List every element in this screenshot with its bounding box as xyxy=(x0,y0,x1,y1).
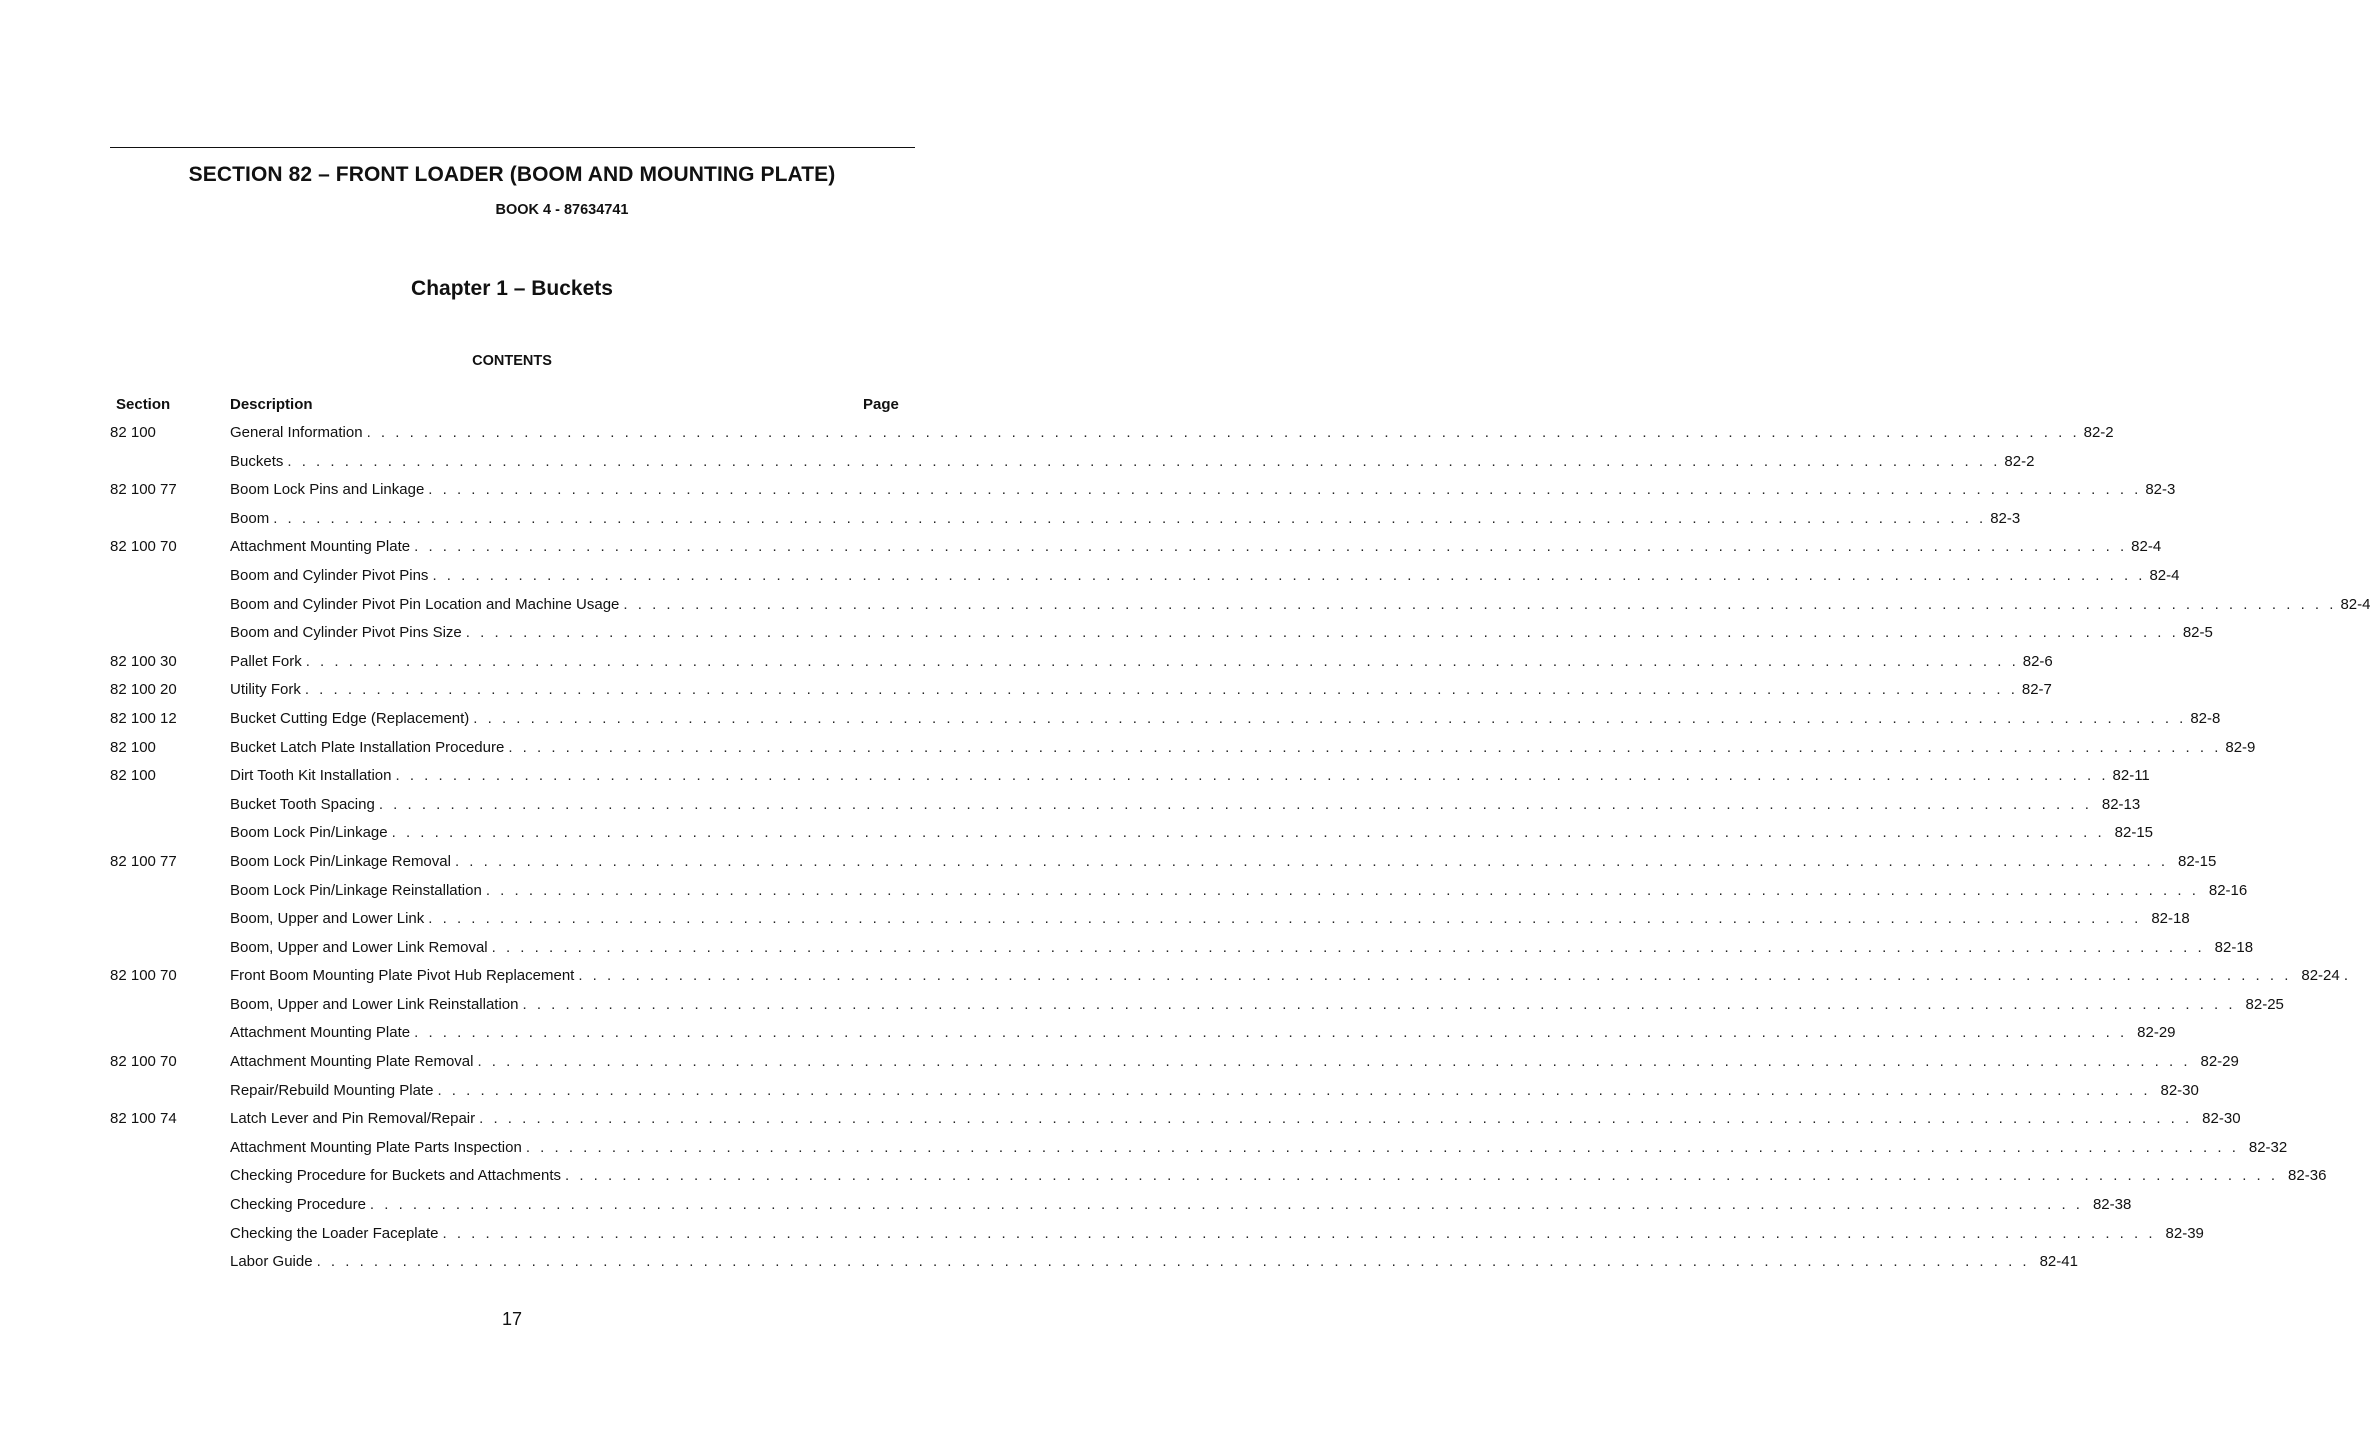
chapter-title: Chapter 1 – Buckets xyxy=(411,277,613,300)
toc-entry xyxy=(230,591,2370,620)
toc-description[interactable]: General Information xyxy=(230,424,363,441)
toc-entry xyxy=(230,991,2284,1020)
toc-entry xyxy=(230,848,2217,877)
toc-row[interactable] xyxy=(0,905,2190,934)
toc-section-code: 82 100 70 xyxy=(110,1053,177,1071)
toc-entry xyxy=(230,419,2114,448)
toc-page-number[interactable]: 82-7 xyxy=(2021,681,2052,699)
toc-description[interactable]: Boom and Cylinder Pivot Pin Location and Machine Usage xyxy=(230,595,620,613)
toc-row[interactable] xyxy=(0,562,2180,591)
toc-leader-dots: . . . . . . . . . . . . . . . . . . . . . . . . . . . . . . . . . . . . . . . . . . . . . . . . . . . . . . . . . . . . . . . . . . . . . . . . . . . . . . . . . . . . . . . . . . . . . . . . . . . . . . . . . . . . . . . . . . . . . . . . xyxy=(316,1253,2030,1271)
toc-row[interactable] xyxy=(0,819,2154,848)
toc-description[interactable]: Boom xyxy=(230,509,270,527)
toc-row[interactable] xyxy=(0,533,2162,562)
toc-entry xyxy=(230,1191,2132,1220)
toc-description[interactable]: Front Boom Mounting Plate Pivot Hub Replacement xyxy=(230,967,575,985)
toc-entry xyxy=(230,505,2021,534)
toc-leader-dots: . . . . . . . . . . . . . . . . . . . . . . . . . . . . . . . . . . . . . . . . . . . . . . . . . . . . . . . . . . . . . . . . . . . . . . . . . . . . . . . . . . . . . . . . . . . . . . . . . . . . . . . . . . . . . . . . . . . . . . . . xyxy=(287,452,2001,470)
toc-leader-dots: . . . . . . . . . . . . . . . . . . . . . . . . . . . . . . . . . . . . . . . . . . . . . . . . . . . . . . . . . . . . . . . . . . . . . . . . . . . . . . . . . . . . . . . . . . . . . . . . . . . . . . . . . . . . . . . . . . . . . . . . xyxy=(465,624,2179,642)
toc-entry xyxy=(230,762,2150,791)
toc-row[interactable] xyxy=(0,619,2213,648)
toc-entry xyxy=(230,1048,2239,1077)
toc-section-code: 82 100 xyxy=(110,424,156,441)
toc-leader-dots: . . . . . . . . . . . . . . . . . . . . . . . . . . . . . . . . . . . . . . . . . . . . . . . . . . . . . . . . . . . . . . . . . . . . . . . . . . . . . . . . . . . . . . . . . . . . . . . . . . . . . . . . . . . . . . . . . . . . . . . . xyxy=(442,1224,2156,1242)
toc-page-number[interactable]: 82-30 xyxy=(2160,1081,2199,1099)
toc-leader-dots: . . . . . . . . . . . . . . . . . . . . . . . . . . . . . . . . . . . . . . . . . . . . . . . . . . . . . . . . . . . . . . . . . . . . . . . . . . . . . . . . . . . . . . . . . . . . . . . . . . . . . . . . . . . . . . . . . . . . . . . . xyxy=(304,681,2018,699)
column-header-description: Description xyxy=(230,396,313,413)
page-number: 17 xyxy=(501,1309,523,1329)
toc-page-number[interactable]: 82-3 xyxy=(2145,481,2176,499)
toc-row[interactable] xyxy=(0,419,2114,448)
toc-row[interactable] xyxy=(0,676,2052,705)
toc-leader-dots: . . . . . . . . . . . . . . . . . . . . . . . . . . . . . . . . . . . . . . . . . . . . . . . . . . . . . . . . . . . . . . . . . . . . . . . . . . . . . . . . . . . . . . . . . . . . . . . . . . . . . . . . . . . . . . . . . . . . . . . . xyxy=(395,767,2109,785)
toc-section-code: 82 100 xyxy=(110,767,156,785)
toc-entry xyxy=(230,1248,2078,1277)
toc-description[interactable]: Attachment Mounting Plate Parts Inspection xyxy=(230,1138,522,1156)
toc-page-number[interactable]: 82-9 xyxy=(2225,738,2256,756)
toc-row[interactable] xyxy=(0,505,2021,534)
toc-description[interactable]: Buckets xyxy=(230,452,284,470)
toc-leader-dots: . . . . . . . . . . . . . . . . . . . . . . . . . . . . . . . . . . . . . . . . . . . . . . . . . . . . . . . . . . . . . . . . . . . . . . . . . . . . . . . . . . . . . . . . . . . . . . . . . . . . . . . . . . . . . . . . . . . . . . . . xyxy=(578,967,2292,985)
toc-row[interactable] xyxy=(0,762,2150,791)
toc-leader-dots: . . . . . . . . . . . . . . . . . . . . . . . . . . . . . . . . . . . . . . . . . . . . . . . . . . . . . . . . . . . . . . . . . . . . . . . . . . . . . . . . . . . . . . . . . . . . . . . . . . . . . . . . . . . . . . . . . . . . . . . . xyxy=(508,738,2222,756)
toc-description[interactable]: Utility Fork xyxy=(230,681,301,699)
toc-description[interactable]: Boom Lock Pin/Linkage xyxy=(230,824,388,842)
toc-section-code: 82 100 70 xyxy=(110,538,177,556)
toc-entry xyxy=(230,1220,2204,1249)
toc-row[interactable] xyxy=(0,648,2053,677)
toc-leader-dots: . . . . . . . . . . . . . . . . . . . . . . . . . . . . . . . . . . . . . . . . . . . . . . . . . . . . . . . . . . . . . . . . . . . . . . . . . . . . . . . . . . . . . . . . . . . . . . . . . . . . . . . . . . . . . . . . . . . . . . . . xyxy=(479,1110,2193,1128)
toc-leader-dots: . . . . . . . . . . . . . . . . . . . . . . . . . . . . . . . . . . . . . . . . . . . . . . . . . . . . . . . . . . . . . . . . . . . . . . . . . . . . . . . . . . . . . . . . . . . . . . . . . . . . . . . . . . . . . . . . . . . . . . . . xyxy=(565,1167,2279,1185)
toc-leader-dots: . . . . . . . . . . . . . . . . . . . . . . . . . . . . . . . . . . . . . . . . . . . . . . . . . . . . . . . . . . . . . . . . . . . . . . . . . . . . . . . . . . . . . . . . . . . . . . . . . . . . . . . . . . . . . . . . . . . . . . . . xyxy=(428,910,2142,928)
toc-entry xyxy=(230,1134,2288,1163)
toc-section-code: 82 100 77 xyxy=(110,852,177,870)
toc-page-number[interactable]: 82-6 xyxy=(2022,652,2053,670)
toc-entry xyxy=(230,1077,2199,1106)
toc-row[interactable] xyxy=(0,1220,2204,1249)
toc-leader-dots: . . . . . . . . . . . . . . . . . . . . . . . . . . . . . . . . . . . . . . . . . . . . . . . . . . . . . . . . . . . . . . . . . . . . . . . . . . . . . . . . . . . . . . . . . . . . . . . . . . . . . . . . . . . . . . . . . . . . . . . . xyxy=(273,509,1987,527)
toc-leader-dots: . . . . . . . . . . . . . . . . . . . . . . . . . . . . . . . . . . . . . . . . . . . . . . . . . . . . . . . . . . . . . . . . . . . . . . . . . . . . . . . . . . . . . . . . . . . . . . . . . . . . . . . . . . . . . . . . . . . . . . . . xyxy=(414,1024,2128,1042)
toc-row[interactable] xyxy=(0,934,2254,963)
table-of-contents xyxy=(0,419,2370,1277)
toc-description[interactable]: Checking Procedure for Buckets and Attachments xyxy=(230,1167,562,1185)
toc-page-number[interactable]: 82-4 xyxy=(2149,566,2180,584)
toc-leader-dots: . . . . . . . . . . . . . . . . . . . . . . . . . . . . . . . . . . . . . . . . . . . . . . . . . . . . . . . . . . . . . . . . . . . . . . . . . . . . . . . . . . . . . . . . . . . . . . . . . . . . . . . . . . . . . . . . . . . . . . . . xyxy=(414,538,2128,556)
toc-row[interactable] xyxy=(0,476,2176,505)
toc-leader-dots: . . . . . . . . . . . . . . . . . . . . . . . . . . . . . . . . . . . . . . . . . . . . . . . . . . . . . . . . . . . . . . . . . . . . . . . . . . . . . . . . . . . . . . . . . . . . . . . . . . . . . . . . . . . . . . . . . . . . . . . . xyxy=(454,852,2168,870)
toc-section-code: 82 100 20 xyxy=(110,681,177,699)
toc-description[interactable]: Bucket Tooth Spacing xyxy=(230,795,375,813)
toc-description[interactable]: Dirt Tooth Kit Installation xyxy=(230,767,392,785)
toc-page-number[interactable]: 82-29 xyxy=(2137,1024,2176,1042)
toc-leader-dots: . . . . . . . . . . . . . . . . . . . . . . . . . . . . . . . . . . . . . . . . . . . . . . . . . . . . . . . . . . . . . . . . . . . . . . . . . . . . . . . . . . . . . . . . . . . . . . . . . . . . . . . . . . . . . . . . . . . . . . . . xyxy=(391,824,2105,842)
toc-leader-dots: . . . . . . . . . . . . . . . . . . . . . . . . . . . . . . . . . . . . . . . . . . . . . . . . . . . . . . . . . . . . . . . . . . . . . . . . . . . . . . . . . . . . . . . . . . . . . . . . . . . . . . . . . . . . . . . . . . . . . . . . xyxy=(623,595,2337,613)
toc-entry xyxy=(230,1019,2176,1048)
toc-description[interactable]: Boom Lock Pins and Linkage xyxy=(230,481,425,499)
toc-row[interactable] xyxy=(0,734,2256,763)
toc-entry xyxy=(230,819,2154,848)
toc-page-number[interactable]: 82-15 xyxy=(2177,852,2217,870)
toc-row[interactable] xyxy=(0,1248,2078,1277)
toc-description[interactable]: Checking the Loader Faceplate xyxy=(230,1224,439,1242)
toc-page-number[interactable]: 82-39 xyxy=(2165,1224,2204,1242)
toc-leader-dots: . . . . . . . . . . . . . . . . . . . . . . . . . . . . . . . . . . . . . . . . . . . . . . . . . . . . . . . . . . . . . . . . . . . . . . . . . . . . . . . . . . . . . . . . . . . . . . . . . . . . . . . . . . . . . . . . . . . . . . . . xyxy=(378,795,2092,813)
toc-page-number[interactable]: 82-8 xyxy=(2190,709,2221,727)
toc-row[interactable] xyxy=(0,1019,2176,1048)
toc-row[interactable] xyxy=(0,991,2284,1020)
toc-entry xyxy=(230,1162,2327,1191)
toc-description[interactable]: Boom Lock Pin/Linkage Removal xyxy=(230,852,451,870)
toc-entry xyxy=(230,705,2221,734)
toc-row[interactable] xyxy=(0,1048,2239,1077)
toc-leader-dots: . . . . . . . . . . . . . . . . . . . . . . . . . . . . . . . . . . . . . . . . . . . . . . . . . . . . . . . . . . . . . . . . . . . . . . . . . . . . . . . . . . . . . . . . . . . . . . . . . . . . . . . . . . . . . . . . . . . . . . . . xyxy=(485,881,2199,899)
toc-entry xyxy=(230,877,2248,906)
toc-section-code: 82 100 30 xyxy=(110,652,177,670)
toc-page-number[interactable]: 82-18 xyxy=(2214,938,2254,956)
toc-section-code: 82 100 70 xyxy=(110,967,177,985)
toc-section-code: 82 100 12 xyxy=(110,709,177,727)
toc-leader-dots: . . . . . . . . . . . . . . . . . . . . . . . . . . . . . . . . . . . . . . . . . . . . . . . . . . . . . . . . . . . . . . . . . . . . . . . . . . . . . . . . . . . . . . . . . . . . . . . . . . . . . . . . . . . . . . . . . . . . . . . . xyxy=(432,566,2146,584)
toc-description[interactable]: Bucket Cutting Edge (Replacement) xyxy=(230,709,470,727)
toc-page-number[interactable]: 82-30 xyxy=(2202,1110,2241,1128)
toc-page-number[interactable]: 82-11 xyxy=(2112,767,2150,785)
toc-description[interactable]: Repair/Rebuild Mounting Plate xyxy=(230,1081,434,1099)
toc-row[interactable] xyxy=(0,962,2349,991)
toc-leader-dots: . . . . . . . . . . . . . . . . . . . . . . . . . . . . . . . . . . . . . . . . . . . . . . . . . . . . . . . . . . . . . . . . . . . . . . . . . . . . . . . . . . . . . . . . . . . . . . . . . . . . . . . . . . . . . . . . . . . . . . . . xyxy=(477,1053,2191,1071)
toc-page-number[interactable]: 82-13 xyxy=(2101,795,2141,813)
toc-page-number[interactable]: 82-41 xyxy=(2039,1253,2078,1271)
toc-leader-dots: . . . . . . . . . . . . . . . . . . . . . . . . . . . . . . . . . . . . . . . . . . . . . . . . . . . . . . . . . . . . . . . . . . . . . . . . . . . . . . . . . . . . . . . . . . . . . . . . . . . . . . . . . . . . . . . . . . . . . . . . xyxy=(366,424,2080,441)
toc-leader-dots: . . . . . . . . . . . . . . . . . . . . . . . . . . . . . . . . . . . . . . . . . . . . . . . . . . . . . . . . . . . . . . . . . . . . . . . . . . . . . . . . . . . . . . . . . . . . . . . . . . . . . . . . . . . . . . . . . . . . . . . . xyxy=(437,1081,2151,1099)
toc-leader-dots: . . . . . . . . . . . . . . . . . . . . . . . . . . . . . . . . . . . . . . . . . . . . . . . . . . . . . . . . . . . . . . . . . . . . . . . . . . . . . . . . . . . . . . . . . . . . . . . . . . . . . . . . . . . . . . . . . . . . . . . . xyxy=(491,938,2205,956)
toc-page-number[interactable]: 82-36 xyxy=(2288,1167,2327,1185)
toc-entry xyxy=(230,791,2141,820)
toc-row[interactable] xyxy=(0,1134,2288,1163)
toc-page-number[interactable]: 82-32 xyxy=(2248,1138,2288,1156)
toc-page-number[interactable]: 82-25 xyxy=(2245,995,2284,1013)
section-title: SECTION 82 – FRONT LOADER (BOOM AND MOUNTING PLATE) xyxy=(188,163,836,186)
toc-entry xyxy=(230,533,2162,562)
toc-entry xyxy=(230,934,2254,963)
toc-page-number[interactable]: 82-24 . xyxy=(2301,967,2349,985)
toc-description[interactable]: Attachment Mounting Plate xyxy=(230,538,411,556)
toc-description[interactable]: Pallet Fork xyxy=(230,652,302,670)
toc-row[interactable] xyxy=(0,705,2221,734)
toc-row[interactable] xyxy=(0,1191,2132,1220)
toc-description[interactable]: Boom, Upper and Lower Link Removal xyxy=(230,938,488,956)
toc-page-number[interactable]: 82-15 xyxy=(2114,824,2154,842)
toc-description[interactable]: Attachment Mounting Plate xyxy=(230,1024,411,1042)
toc-leader-dots: . . . . . . . . . . . . . . . . . . . . . . . . . . . . . . . . . . . . . . . . . . . . . . . . . . . . . . . . . . . . . . . . . . . . . . . . . . . . . . . . . . . . . . . . . . . . . . . . . . . . . . . . . . . . . . . . . . . . . . . . xyxy=(473,709,2187,727)
toc-leader-dots: . . . . . . . . . . . . . . . . . . . . . . . . . . . . . . . . . . . . . . . . . . . . . . . . . . . . . . . . . . . . . . . . . . . . . . . . . . . . . . . . . . . . . . . . . . . . . . . . . . . . . . . . . . . . . . . . . . . . . . . . xyxy=(525,1138,2239,1156)
toc-entry xyxy=(230,448,2035,477)
toc-entry xyxy=(230,476,2176,505)
toc-row[interactable] xyxy=(0,448,2035,477)
toc-leader-dots: . . . . . . . . . . . . . . . . . . . . . . . . . . . . . . . . . . . . . . . . . . . . . . . . . . . . . . . . . . . . . . . . . . . . . . . . . . . . . . . . . . . . . . . . . . . . . . . . . . . . . . . . . . . . . . . . . . . . . . . . xyxy=(428,481,2142,499)
toc-page-number[interactable]: 82-2 xyxy=(2083,424,2114,441)
toc-leader-dots: . . . . . . . . . . . . . . . . . . . . . . . . . . . . . . . . . . . . . . . . . . . . . . . . . . . . . . . . . . . . . . . . . . . . . . . . . . . . . . . . . . . . . . . . . . . . . . . . . . . . . . . . . . . . . . . . . . . . . . . . xyxy=(522,995,2236,1013)
toc-description[interactable]: Boom, Upper and Lower Link xyxy=(230,910,425,928)
toc-entry xyxy=(230,648,2053,677)
toc-description[interactable]: Attachment Mounting Plate Removal xyxy=(230,1053,474,1071)
toc-row[interactable] xyxy=(0,1077,2199,1106)
toc-leader-dots: . . . . . . . . . . . . . . . . . . . . . . . . . . . . . . . . . . . . . . . . . . . . . . . . . . . . . . . . . . . . . . . . . . . . . . . . . . . . . . . . . . . . . . . . . . . . . . . . . . . . . . . . . . . . . . . . . . . . . . . . xyxy=(369,1196,2083,1214)
toc-entry xyxy=(230,619,2213,648)
header-rule xyxy=(110,147,915,148)
toc-entry xyxy=(230,962,2349,991)
toc-description[interactable]: Checking Procedure xyxy=(230,1196,366,1214)
toc-page-number[interactable]: 82-2 xyxy=(2004,452,2035,470)
toc-entry xyxy=(230,905,2190,934)
toc-row[interactable] xyxy=(0,791,2141,820)
toc-description[interactable]: Latch Lever and Pin Removal/Repair xyxy=(230,1110,476,1128)
toc-entry xyxy=(230,676,2052,705)
toc-page-number[interactable]: 82-4 xyxy=(2340,595,2370,613)
toc-leader-dots: . . . . . . . . . . . . . . . . . . . . . . . . . . . . . . . . . . . . . . . . . . . . . . . . . . . . . . . . . . . . . . . . . . . . . . . . . . . . . . . . . . . . . . . . . . . . . . . . . . . . . . . . . . . . . . . . . . . . . . . . xyxy=(305,652,2019,670)
toc-description[interactable]: Boom, Upper and Lower Link Reinstallation xyxy=(230,995,519,1013)
toc-description[interactable]: Boom and Cylinder Pivot Pins Size xyxy=(230,624,462,642)
toc-page-number[interactable]: 82-5 xyxy=(2182,624,2213,642)
toc-row[interactable] xyxy=(0,591,2370,620)
toc-entry xyxy=(230,1105,2241,1134)
toc-row[interactable] xyxy=(0,848,2217,877)
toc-page-number[interactable]: 82-3 xyxy=(1990,509,2021,527)
column-header-section: Section xyxy=(116,396,171,413)
toc-page-number[interactable]: 82-29 xyxy=(2200,1053,2239,1071)
toc-row[interactable] xyxy=(0,1105,2241,1134)
column-header-page: Page xyxy=(863,396,899,413)
toc-description[interactable]: Boom Lock Pin/Linkage Reinstallation xyxy=(230,881,482,899)
toc-page-number[interactable]: 82-18 xyxy=(2151,910,2190,928)
toc-section-code: 82 100 xyxy=(110,738,156,756)
toc-section-code: 82 100 74 xyxy=(110,1110,177,1128)
toc-description[interactable]: Labor Guide xyxy=(230,1253,313,1271)
toc-row[interactable] xyxy=(0,1162,2327,1191)
toc-section-code: 82 100 77 xyxy=(110,481,177,499)
toc-page-number[interactable]: 82-38 xyxy=(2092,1196,2132,1214)
book-number: BOOK 4 - 87634741 xyxy=(495,202,629,218)
toc-entry xyxy=(230,562,2180,591)
toc-page-number[interactable]: 82-16 xyxy=(2208,881,2248,899)
contents-heading: CONTENTS xyxy=(472,353,552,369)
toc-row[interactable] xyxy=(0,877,2248,906)
toc-page-number[interactable]: 82-4 xyxy=(2131,538,2162,556)
toc-description[interactable]: Bucket Latch Plate Installation Procedure xyxy=(230,738,505,756)
toc-entry xyxy=(230,734,2256,763)
toc-description[interactable]: Boom and Cylinder Pivot Pins xyxy=(230,566,429,584)
